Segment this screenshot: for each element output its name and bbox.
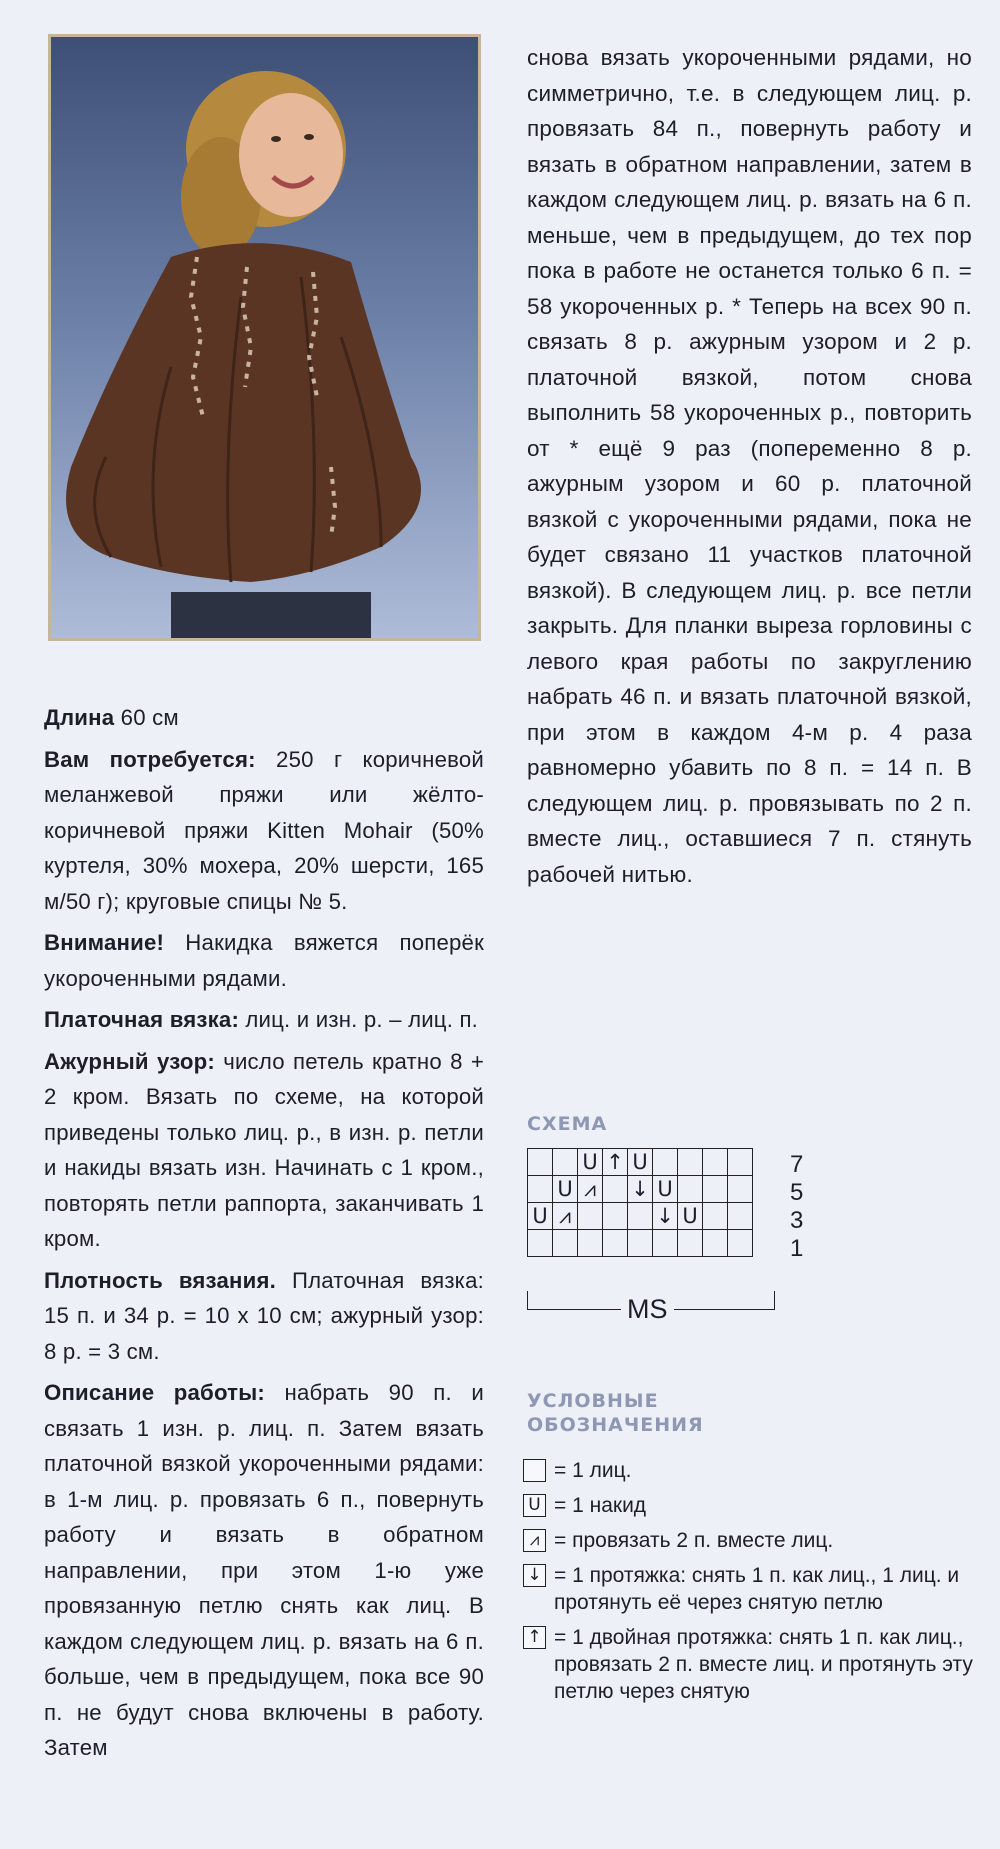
repeat-bracket (527, 1291, 775, 1327)
chart-cell (653, 1230, 678, 1257)
garter-stitch-paragraph: Платочная вязка: лиц. и изн. р. – лиц. п. (44, 1007, 479, 1032)
repeat-label: MS (621, 1293, 674, 1325)
row-number: 5 (790, 1179, 804, 1206)
chart-row-numbers (790, 1151, 803, 1263)
chart-cell: ↓ (628, 1176, 653, 1203)
gauge-paragraph: Плотность вязания. Платочная вязка: 15 п. и 34 р. = 10 х 10 см; ажурный узор: 8 р. = 3 см. (44, 1267, 484, 1364)
chart-cell (628, 1230, 653, 1257)
knit-two-together-icon: ⩘ (523, 1529, 546, 1552)
arrow-up-icon: ↑ (523, 1626, 546, 1649)
chart-cell (728, 1203, 753, 1230)
legend-text: = 1 двойная протяжка: снять 1 п. как лиц., провязать 2 п. вместе лиц. и протянуть эту петлю через снятую (554, 1626, 973, 1703)
right-column (527, 40, 972, 898)
chart-cell (528, 1176, 553, 1203)
chart-cell: U (678, 1203, 703, 1230)
chart-cell (703, 1176, 728, 1203)
chart-cell (703, 1230, 728, 1257)
legend-title: УСЛОВНЫЕ ОБОЗНАЧЕНИЯ (527, 1390, 704, 1436)
chart-cell: ↑ (603, 1149, 628, 1176)
attention-paragraph: Внимание! Накидка вяжется поперёк укороченными рядами. (44, 930, 484, 991)
cape-photo-illustration (51, 37, 478, 638)
legend-text: = 1 протяжка: снять 1 п. как лиц., 1 лиц. и протянуть её через снятую петлю (554, 1564, 960, 1614)
chart-cell (728, 1176, 753, 1203)
chart-cell (528, 1230, 553, 1257)
length-paragraph: Длина 60 см (44, 705, 179, 730)
legend-item (523, 1562, 983, 1616)
materials-paragraph: Вам потребуется: 250 г коричневой меланжевой пряжи или жёлто-коричневой пряжи Kitten Mohair (50% куртеля, 30% мохера, 20% шерсти, 165 м/50 г); круговые спицы № 5. (44, 746, 485, 914)
legend-text: = 1 лиц. (554, 1459, 632, 1482)
chart-row-5 (528, 1176, 753, 1203)
legend (523, 1457, 983, 1713)
chart-cell (703, 1149, 728, 1176)
legend-item (523, 1457, 983, 1484)
chart-cell (628, 1203, 653, 1230)
row-number: 3 (790, 1207, 804, 1234)
schema-title: СХЕМА (527, 1113, 608, 1135)
chart-cell (578, 1203, 603, 1230)
left-column (44, 700, 484, 1772)
chart-cell: U (528, 1203, 553, 1230)
chart-cell (578, 1230, 603, 1257)
row-number: 7 (790, 1151, 804, 1178)
chart-cell (553, 1149, 578, 1176)
chart-cell: U (578, 1149, 603, 1176)
legend-text: = провязать 2 п. вместе лиц. (554, 1529, 834, 1552)
legend-text: = 1 накид (554, 1494, 647, 1517)
legend-item (523, 1527, 983, 1554)
lace-pattern-paragraph: Ажурный узор: число петель кратно 8 + 2 кром. Вязать по схеме, на которой приведены только лиц. р., в изн. р. петли и накиды вязать изн. Начинать с 1 кром., повторять петли раппорта, заканчивать 1 кром. (44, 1048, 485, 1251)
chart-cell (703, 1203, 728, 1230)
chart-row-1 (528, 1230, 753, 1257)
chart-cell: U (653, 1176, 678, 1203)
chart-grid (527, 1148, 753, 1257)
cape-photo (48, 34, 481, 641)
chart-cell: ⩘ (578, 1176, 603, 1203)
work-description-continued: снова вязать укороченными рядами, но симметрично, т.е. в следующем лиц. р. провязать 84 п., повернуть работу и вязать в обратном направлении, затем в каждом следующем лиц. р. вязать на 6 п. меньше, чем в предыдущем, до тех пор пока в работе не останется только 6 п. = 58 укороченных р. * Теперь на всех 90 п. связать 8 р. ажурным узором и 2 р. платочной вязкой, потом снова выполнить 58 укороченных р., повторить от * ещё 9 раз (попеременно 8 р. ажурным узором и 60 р. платочной вязкой с укороченными рядами, пока не будет связано 11 участков платочной вязкой). В следующем лиц. р. все петли закрыть. Для планки выреза горловины с левого края работы по закруглению набрать 46 п. и вязать платочной вязкой, при этом в каждом 4-м р. 4 раза равномерно убавить по 8 п. = 14 п. В следующем лиц. р. провязывать по 2 п. вместе лиц., оставшиеся 7 п. стянуть рабочей нитью. (527, 45, 972, 887)
chart-cell (728, 1230, 753, 1257)
chart-cell (603, 1176, 628, 1203)
chart-cell: ↓ (653, 1203, 678, 1230)
yarn-over-icon: U (523, 1494, 546, 1517)
work-description-paragraph: Описание работы: набрать 90 п. и связать 1 изн. р. лиц. п. Затем вязать платочной вязкой укороченными рядами: в 1-м лиц. р. провязать 6 п., повернуть работу и вязать в обратном направлении, при этом 1-ю уже провязанную петлю снять как лиц. В каждом следующем лиц. р. вязать на 6 п. больше, чем в предыдущем, пока все 90 п. не будут снова включены в работу. Затем (44, 1380, 485, 1760)
chart-cell: ⩘ (553, 1203, 578, 1230)
chart-cell (728, 1149, 753, 1176)
chart-cell (678, 1230, 703, 1257)
chart-cell (678, 1149, 703, 1176)
empty-square-icon (523, 1459, 546, 1482)
chart-cell (653, 1149, 678, 1176)
chart-cell: U (553, 1176, 578, 1203)
legend-item (523, 1624, 983, 1705)
row-number: 1 (790, 1235, 804, 1262)
knitting-chart (527, 1148, 753, 1257)
chart-cell (603, 1203, 628, 1230)
legend-item (523, 1492, 983, 1519)
chart-row-3 (528, 1203, 753, 1230)
chart-row-7 (528, 1149, 753, 1176)
chart-cell (553, 1230, 578, 1257)
arrow-down-icon: ↓ (523, 1564, 546, 1587)
chart-cell (678, 1176, 703, 1203)
chart-cell: U (628, 1149, 653, 1176)
chart-cell (528, 1149, 553, 1176)
chart-cell (603, 1230, 628, 1257)
